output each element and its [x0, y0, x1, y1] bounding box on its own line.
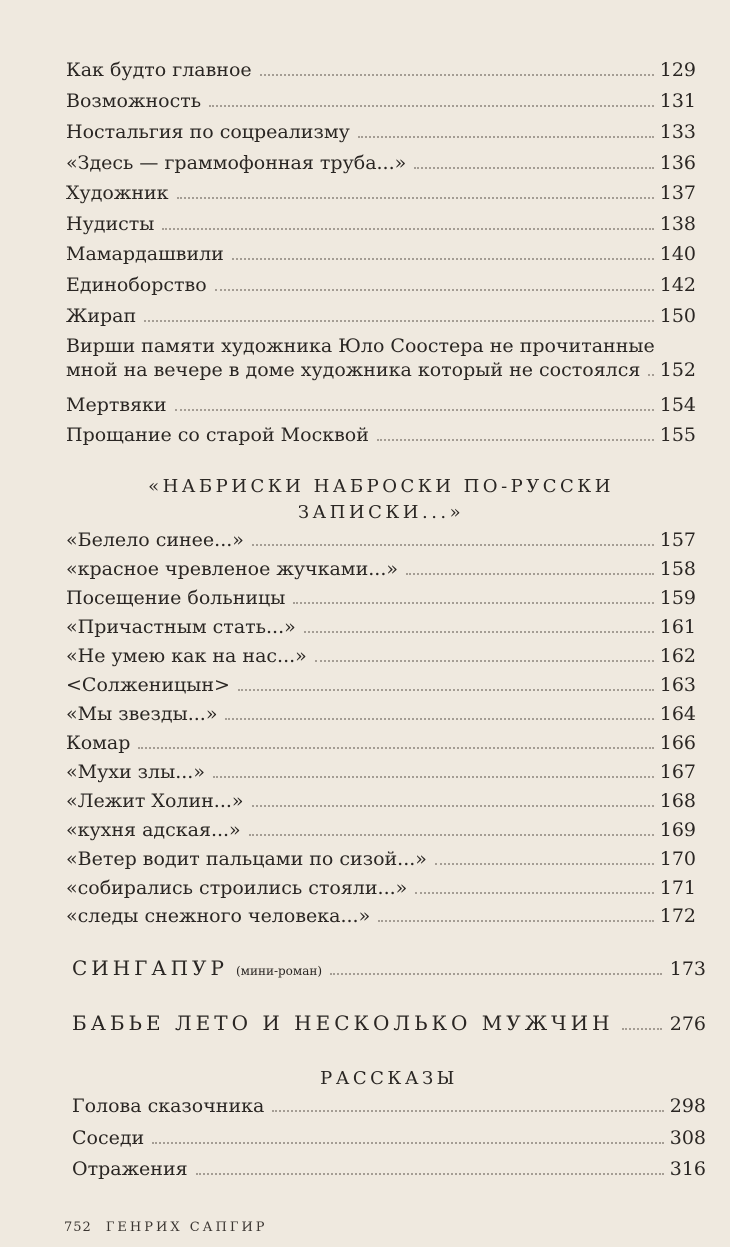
leader-dots [152, 1142, 664, 1144]
leader-dots [138, 747, 653, 749]
leader-dots [238, 689, 654, 691]
toc-page: 158 [659, 558, 696, 580]
leader-dots [377, 439, 654, 441]
toc-title: «собирались строились стояли...» [66, 877, 408, 899]
leader-dots [144, 320, 654, 322]
toc-page: 168 [659, 790, 696, 812]
leader-dots [378, 920, 654, 922]
toc-entry [66, 731, 696, 755]
toc-entry [66, 273, 696, 297]
toc-entry [66, 673, 696, 697]
toc-page: 167 [659, 761, 696, 783]
leader-dots [252, 544, 654, 546]
toc-title: «Мухи злы...» [66, 761, 205, 783]
toc-page: 140 [659, 243, 696, 265]
toc-entry [66, 181, 696, 205]
toc-entry [66, 358, 696, 382]
leader-dots [213, 776, 654, 778]
leader-dots [260, 74, 654, 76]
toc-page: 152 [659, 359, 696, 381]
toc-major-entry [72, 956, 706, 981]
leader-dots [648, 374, 653, 376]
toc-title: Возможность [66, 90, 202, 112]
toc-page: 163 [659, 674, 696, 696]
leader-dots [330, 973, 662, 975]
leader-dots [252, 805, 654, 807]
toc-major-title: БАБЬЕ ЛЕТО И НЕСКОЛЬКО МУЖЧИН [72, 1011, 614, 1035]
toc-title: <Солженицын> [66, 674, 230, 696]
leader-dots [196, 1173, 664, 1175]
toc-entry [66, 847, 696, 871]
toc-page: 308 [669, 1127, 706, 1149]
toc-page: 173 [669, 958, 706, 980]
toc-entry [66, 615, 696, 639]
leader-dots [272, 1110, 663, 1112]
toc-title: Художник [66, 182, 169, 204]
toc-title: Прощание со старой Москвой [66, 424, 369, 446]
toc-title: Как будто главное [66, 59, 252, 81]
leader-dots [358, 136, 654, 138]
toc-title: Комар [66, 732, 131, 754]
toc-entry [66, 528, 696, 552]
toc-title: Голова сказочника [72, 1095, 265, 1117]
toc-page: 133 [659, 121, 696, 143]
toc-entry [72, 1094, 706, 1118]
leader-dots [175, 409, 654, 411]
toc-entry [66, 586, 696, 610]
section-heading: РАССКАЗЫ [320, 1068, 458, 1089]
toc-major-title: СИНГАПУР [72, 956, 228, 980]
toc-page: 129 [659, 59, 696, 81]
toc-subtitle: (мини-роман) [235, 964, 323, 978]
toc-title: Мертвяки [66, 394, 167, 416]
leader-dots [232, 258, 654, 260]
toc-entry [66, 644, 696, 668]
toc-title: «Лежит Холин...» [66, 790, 244, 812]
toc-page: 154 [659, 394, 696, 416]
leader-dots [177, 197, 654, 199]
toc-page: 137 [659, 182, 696, 204]
running-author: ГЕНРИХ САПГИР [105, 1220, 268, 1235]
toc-page: 171 [659, 877, 696, 899]
toc-entry [66, 557, 696, 581]
toc-entry [66, 818, 696, 842]
toc-entry [66, 904, 696, 928]
toc-entry [72, 1126, 706, 1150]
toc-title-line: мной на вечере в доме художника который не состоялся [66, 359, 641, 381]
toc-title: Нудисты [66, 213, 155, 235]
leader-dots [209, 105, 654, 107]
leader-dots [293, 602, 653, 604]
toc-page: 162 [659, 645, 696, 667]
toc-title: «Причастным стать...» [66, 616, 296, 638]
toc-title: «кухня адская...» [66, 819, 241, 841]
leader-dots [414, 167, 653, 169]
toc-entry [66, 58, 696, 82]
leader-dots [225, 718, 653, 720]
toc-entry [72, 1157, 706, 1181]
toc-page: 170 [659, 848, 696, 870]
leader-dots [622, 1028, 662, 1030]
toc-entry [66, 120, 696, 144]
toc-page: 164 [659, 703, 696, 725]
toc-title: Отражения [72, 1158, 188, 1180]
toc-page: 142 [659, 274, 696, 296]
toc-title: «Не умею как на нас...» [66, 645, 307, 667]
toc-page: 157 [659, 529, 696, 551]
toc-title: «следы снежного человека...» [66, 905, 371, 927]
toc-page: 166 [659, 732, 696, 754]
toc-title: «красное чревленое жучками...» [66, 558, 398, 580]
toc-major-entry [72, 1011, 706, 1036]
toc-entry [66, 876, 696, 900]
toc-title: «Ветер водит пальцами по сизой...» [66, 848, 427, 870]
toc-entry [66, 304, 696, 328]
leader-dots [315, 660, 654, 662]
toc-page: 155 [659, 424, 696, 446]
toc-page: 136 [659, 152, 696, 174]
toc-page: 159 [659, 587, 696, 609]
toc-title: Жирап [66, 305, 137, 327]
toc-title: «Здесь — граммофонная труба...» [66, 152, 407, 174]
toc-title: Ностальгия по соцреализму [66, 121, 350, 143]
toc-page: 161 [659, 616, 696, 638]
leader-dots [162, 228, 653, 230]
toc-title: Мамардашвили [66, 243, 224, 265]
page-footer [64, 1220, 268, 1235]
toc-page: 316 [669, 1158, 706, 1180]
section-heading: «НАБРИСКИ НАБРОСКИ ПО-РУССКИ [148, 476, 614, 497]
section-heading: ЗАПИСКИ...» [297, 502, 465, 523]
toc-entry [66, 393, 696, 417]
leader-dots [215, 289, 654, 291]
toc-title: Единоборство [66, 274, 207, 296]
toc-title: «Белело синее...» [66, 529, 244, 551]
page-number: 752 [64, 1220, 92, 1235]
leader-dots [249, 834, 654, 836]
leader-dots [415, 892, 653, 894]
leader-dots [304, 631, 654, 633]
toc-entry [66, 423, 696, 447]
toc-page: 138 [659, 213, 696, 235]
toc-page: 150 [659, 305, 696, 327]
toc-page: 169 [659, 819, 696, 841]
toc-entry [66, 789, 696, 813]
toc-entry [66, 242, 696, 266]
toc-page: 276 [669, 1013, 706, 1035]
leader-dots [406, 573, 654, 575]
toc-title: Соседи [72, 1127, 145, 1149]
toc-entry [66, 212, 696, 236]
toc-title: Посещение больницы [66, 587, 286, 609]
leader-dots [435, 863, 654, 865]
toc-title-line: Вирши памяти художника Юло Соостера не прочитанные [66, 335, 655, 357]
toc-entry [66, 89, 696, 113]
toc-entry [66, 760, 696, 784]
toc-page: 298 [669, 1095, 706, 1117]
toc-entry [66, 702, 696, 726]
toc-page: 172 [659, 905, 696, 927]
toc-entry [66, 151, 696, 175]
toc-page: 131 [659, 90, 696, 112]
toc-title: «Мы звезды...» [66, 703, 218, 725]
